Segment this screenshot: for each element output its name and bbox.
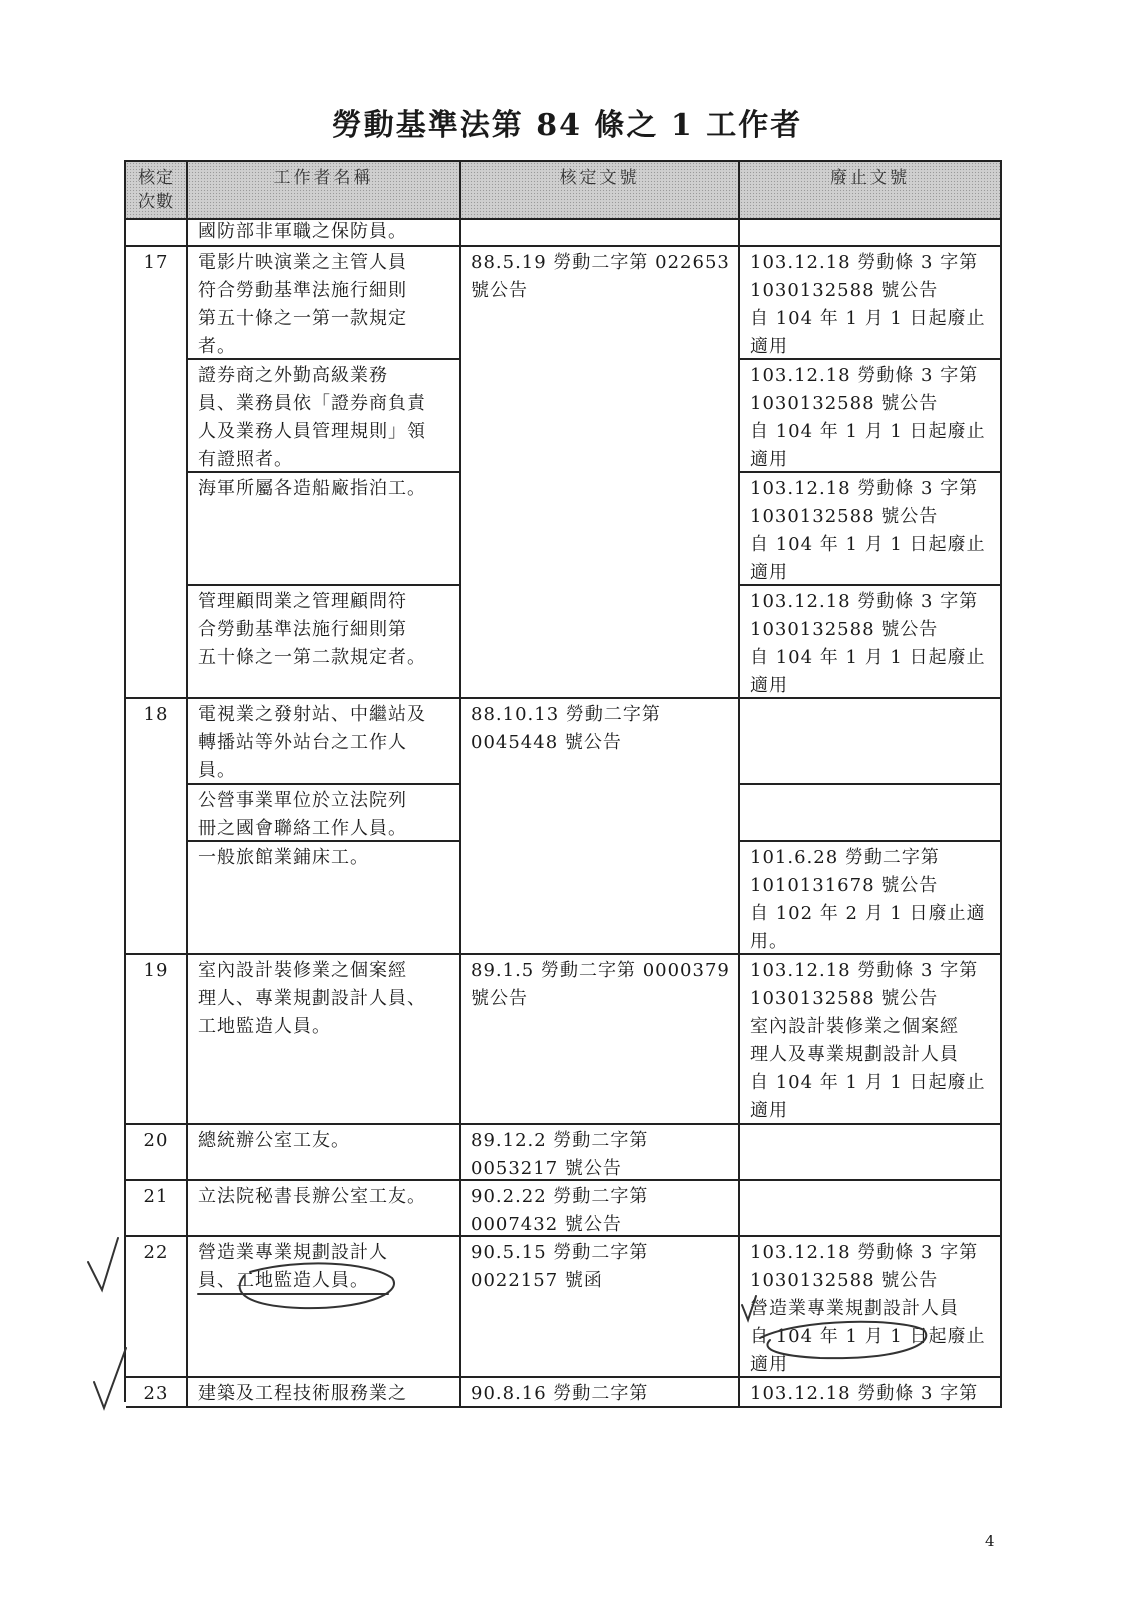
row18-worker-name-3: 一般旅館業鋪床工。 <box>188 842 461 955</box>
row18-abolish-1 <box>740 699 1002 785</box>
cont-worker-name: 國防部非軍職之保防員。 <box>188 220 461 247</box>
row18-abolish-2 <box>740 785 1002 842</box>
row17-abolish-3: 103.12.18 勞動條 3 字第 1030132588 號公告 自 104 年 1 月 1 日起廢止 適用 <box>740 473 1002 586</box>
row21-count: 21 <box>126 1181 188 1237</box>
row19-count: 19 <box>126 955 188 1125</box>
row23-approval: 90.8.16 勞動二字第 <box>461 1378 740 1408</box>
row19-worker-name: 室內設計裝修業之個案經 理人、專業規劃設計人員、 工地監造人員。 <box>188 955 461 1125</box>
row21-worker-name: 立法院秘書長辦公室工友。 <box>188 1181 461 1237</box>
checkmark-icon <box>94 1348 126 1408</box>
row18-approval: 88.10.13 勞動二字第 0045448 號公告 <box>461 699 740 955</box>
header-approval-no: 核定文號 <box>461 162 740 220</box>
row17-abolish-4: 103.12.18 勞動條 3 字第 1030132588 號公告 自 104 年 1 月 1 日起廢止 適用 <box>740 586 1002 699</box>
row17-abolish-2: 103.12.18 勞動條 3 字第 1030132588 號公告 自 104 年 1 月 1 日起廢止 適用 <box>740 360 1002 473</box>
row20-count: 20 <box>126 1125 188 1181</box>
cont-count-cell <box>126 220 188 247</box>
header-count: 核定 次數 <box>126 162 188 220</box>
row20-worker-name: 總統辦公室工友。 <box>188 1125 461 1181</box>
row23-count: 23 <box>126 1378 188 1408</box>
row21-approval: 90.2.22 勞動二字第 0007432 號公告 <box>461 1181 740 1237</box>
header-abolish-no: 廢止文號 <box>740 162 1002 220</box>
row22-worker-name: 營造業專業規劃設計人 員、工地監造人員。 <box>188 1237 461 1378</box>
row17-count: 17 <box>126 247 188 699</box>
workers-table <box>124 160 1002 1402</box>
row22-count: 22 <box>126 1237 188 1378</box>
row17-abolish-1: 103.12.18 勞動條 3 字第 1030132588 號公告 自 104 年 1 月 1 日起廢止 適用 <box>740 247 1002 360</box>
row19-approval: 89.1.5 勞動二字第 0000379 號公告 <box>461 955 740 1125</box>
row20-approval: 89.12.2 勞動二字第 0053217 號公告 <box>461 1125 740 1181</box>
row17-worker-name-3: 海軍所屬各造船廠指泊工。 <box>188 473 461 586</box>
cont-approval-cell <box>461 220 740 247</box>
row17-approval: 88.5.19 勞動二字第 022653 號公告 <box>461 247 740 699</box>
row22-approval: 90.5.15 勞動二字第 0022157 號函 <box>461 1237 740 1378</box>
row18-worker-name-2: 公營事業單位於立法院列 冊之國會聯絡工作人員。 <box>188 785 461 842</box>
row17-worker-name-1: 電影片映演業之主管人員 符合勞動基準法施行細則 第五十條之一第一款規定 者。 <box>188 247 461 360</box>
page-number: 4 <box>985 1532 995 1550</box>
row23-abolish: 103.12.18 勞動條 3 字第 <box>740 1378 1002 1408</box>
cont-abolish-cell <box>740 220 1002 247</box>
row19-abolish: 103.12.18 勞動條 3 字第 1030132588 號公告 室內設計裝修業之個案經 理人及專業規劃設計人員 自 104 年 1 月 1 日起廢止 適用 <box>740 955 1002 1125</box>
header-worker-name: 工作者名稱 <box>188 162 461 220</box>
row18-worker-name-1: 電視業之發射站、中繼站及 轉播站等外站台之工作人 員。 <box>188 699 461 785</box>
row17-worker-name-2: 證券商之外勤高級業務 員、業務員依「證券商負責 人及業務人員管理規則」領 有證照者。 <box>188 360 461 473</box>
checkmark-icon <box>88 1238 118 1290</box>
row23-worker-name: 建築及工程技術服務業之 <box>188 1378 461 1408</box>
row21-abolish <box>740 1181 1002 1237</box>
row18-count: 18 <box>126 699 188 955</box>
row18-abolish-3: 101.6.28 勞動二字第 1010131678 號公告 自 102 年 2 月 1 日廢止適 用。 <box>740 842 1002 955</box>
page-title: 勞動基準法第 84 條之 1 工作者 <box>331 108 803 143</box>
row20-abolish <box>740 1125 1002 1181</box>
row22-abolish: 103.12.18 勞動條 3 字第 1030132588 號公告 營造業專業規劃設計人員 自 104 年 1 月 1 日起廢止 適用 <box>740 1237 1002 1378</box>
row17-worker-name-4: 管理顧問業之管理顧問符 合勞動基準法施行細則第 五十條之一第二款規定者。 <box>188 586 461 699</box>
